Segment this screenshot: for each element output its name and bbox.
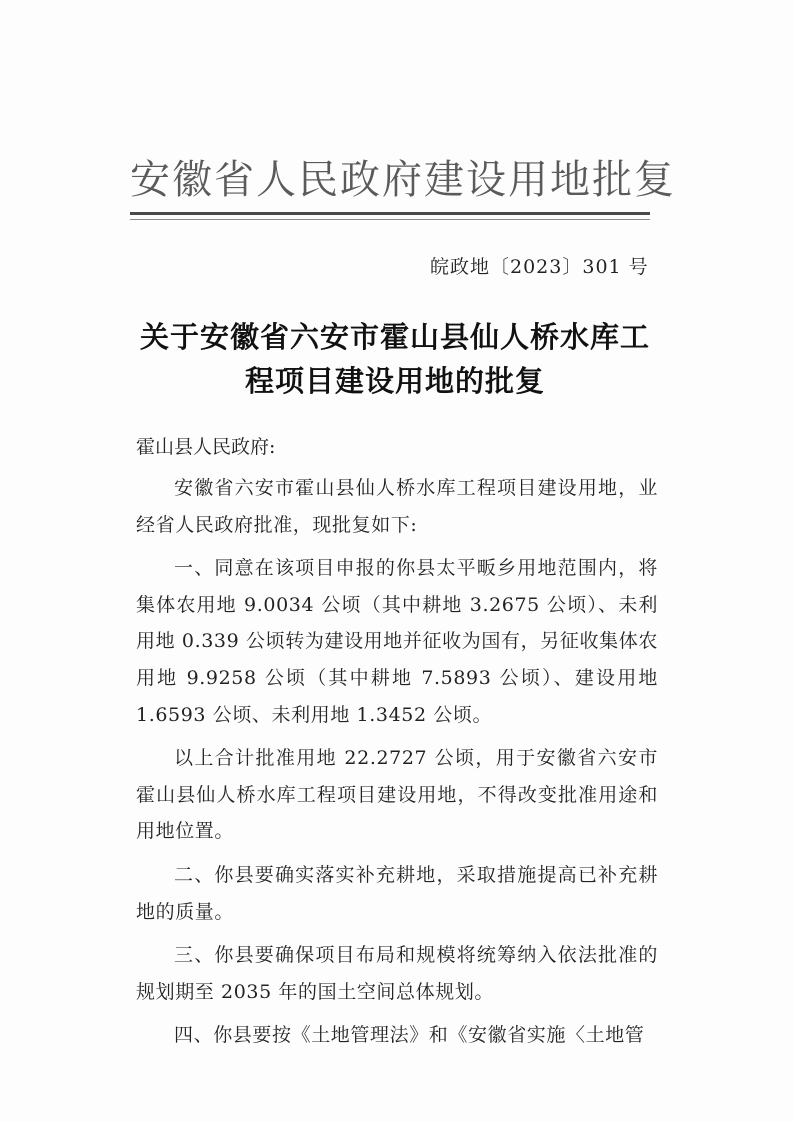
letterhead-title: 安徽省人民政府建设用地批复 [130,157,676,203]
document-title-line-2: 程项目建设用地的批复 [244,364,545,398]
document-title [120,315,670,403]
document-number: 皖政地〔2023〕301 号 [430,256,649,278]
document-body [136,470,658,1061]
document-title-line-1: 关于安徽省六安市霍山县仙人桥水库工 [139,320,650,354]
paragraph-item-2: 二、你县要确实落实补充耕地，采取措施提高已补充耕地的质量。 [136,863,658,923]
paragraph-item-4: 四、你县要按《土地管理法》和《安徽省实施〈土地管 [174,1024,645,1047]
paragraph-total: 以上合计批准用地 22.2727 公顷，用于安徽省六安市霍山县仙人桥水库工程项目建设用地，不得改变批准用途和用地位置。 [136,747,658,843]
paragraph-item-3: 三、你县要确保项目布局和规模将统筹纳入依法批准的规划期至 2035 年的国土空间总体规划。 [136,944,658,1003]
addressee: 霍山县人民政府: [136,436,276,458]
letterhead-rule-thin [130,219,650,220]
paragraph-intro: 安徽省六安市霍山县仙人桥水库工程项目建设用地，业经省人民政府批准，现批复如下: [136,477,658,536]
letterhead-rule [130,212,650,215]
paragraph-item-1: 一、同意在该项目申报的你县太平畈乡用地范围内，将集体农用地 9.0034 公顷（其中耕地 3.2675 公顷）、未利用地 0.339 公顷转为建设用地并征收为国有，另征收集体农用地 9.9258 公顷（其中耕地 7.5893 公顷）、建设用地 1.6593 公顷、未利用地 1.3452 公顷。 [136,557,658,726]
